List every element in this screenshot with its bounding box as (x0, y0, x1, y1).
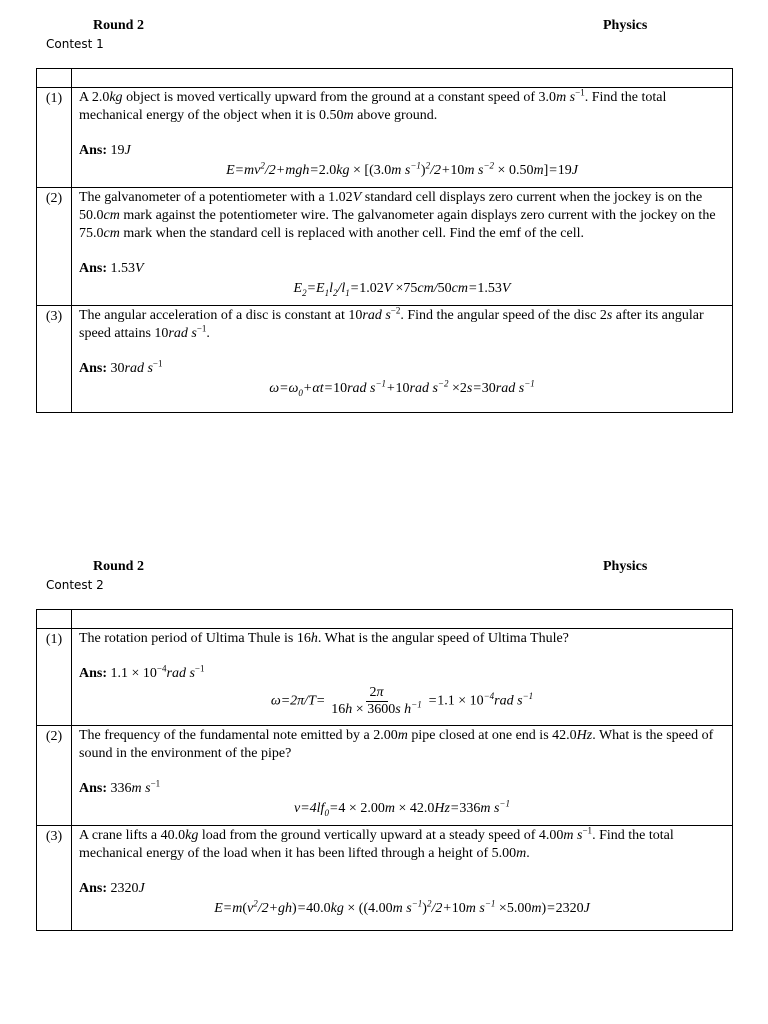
subject-heading: Physics (603, 559, 648, 574)
questions-table (36, 68, 733, 413)
fraction: $\frac{2\pi}{16h \times 3600s h^{-1}}$ (331, 685, 422, 717)
answer-line: Ans: 1.53V (79, 261, 144, 276)
table-header-row (37, 610, 733, 629)
table-header-row (37, 69, 733, 88)
answer-line: Ans: 2320J (79, 881, 145, 896)
answer-line: Ans: $1.1 \times 10^{-4}rad$ $s^{-1}$ (79, 663, 205, 681)
question-text: The frequency of the fundamental note emitted by a 2.00m pipe closed at one end is 42.0Hz. What is the speed of sound in the environment of the pipe? (79, 728, 714, 761)
answer-label: Ans: (79, 881, 108, 896)
answer-label: Ans: (79, 361, 108, 376)
question-number: (3) (37, 306, 72, 413)
contest-label: Contest 1 (46, 37, 104, 51)
solution-equation: ω=2π/T= $\frac{2\pi}{16h \times 3600s h^{-1}}$ $=1.1 \times 10^{-4}rad$ $s^{-1}$ (270, 685, 534, 717)
question-text: The galvanometer of a potentiometer with a 1.02V standard cell displays zero current when the jockey is on the 50.0cm mark against the potentiometer wire. The galvanometer again displays zero current with the jockey on the 75.0cm mark when the standard cell is replaced with another cell. Find the emf of the cell. (79, 190, 716, 241)
subject-heading: Physics (603, 18, 648, 33)
answer-label: Ans: (79, 261, 108, 276)
solution-equation: $\omega=\omega_0+\alpha t=10rad$ $s^{-1}+10rad$ $s^{-2} \times 2s=30rad$ $s^{-1}$ (269, 378, 535, 398)
answer-line: Ans: 336m $s^{-1}$ (79, 778, 161, 796)
round-heading: Round 2 (93, 18, 144, 33)
answer-line: Ans: 19J (79, 143, 131, 158)
question-cell (72, 826, 733, 931)
question-text: A 2.0kg object is moved vertically upward from the ground at a constant speed of 3.0m $s^{-1}$. Find the total mechanical energy of the object when it is 0.50m above ground. (79, 87, 667, 123)
question-number: (1) (37, 88, 72, 188)
question-row (37, 826, 733, 931)
question-cell (72, 726, 733, 826)
question-number: (1) (37, 629, 72, 726)
answer-label: Ans: (79, 781, 108, 796)
solution-equation: $E_2=E_1l_2/l_1=1.02V \times 75cm/50cm=1.53V$ (293, 281, 511, 298)
question-row (37, 306, 733, 413)
solution-equation: $v=4lf_0=4 \times 2.00m \times 42.0Hz=336m$ $s^{-1}$ (294, 798, 510, 818)
question-text: A crane lifts a 40.0kg load from the ground vertically upward at a steady speed of 4.00m $s^{-1}$. Find the total mechanical energy of the load when it has been lifted through a height of 5.00m. (79, 825, 674, 861)
answer-label: Ans: (79, 143, 108, 158)
question-row (37, 726, 733, 826)
question-text: The rotation period of Ultima Thule is 16h. What is the angular speed of Ultima Thule? (79, 631, 569, 646)
question-cell (72, 306, 733, 413)
question-number: (3) (37, 826, 72, 931)
question-cell (72, 88, 733, 188)
question-row (37, 88, 733, 188)
question-row (37, 188, 733, 306)
question-number: (2) (37, 188, 72, 306)
solution-equation: $E=m(v^2/2+gh)=40.0kg \times ((4.00m$ $s^{-1})^2/2+10m$ $s^{-1} \times 5.00m)=2320J$ (214, 898, 590, 916)
answer-label: Ans: (79, 666, 108, 681)
question-cell (72, 188, 733, 306)
solution-equation: $E=mv^2/2+mgh=2.0kg \times [(3.0m$ $s^{-1})^2/2+10m$ $s^{-2} \times 0.50m]=19J$ (226, 160, 578, 178)
question-row (37, 629, 733, 726)
question-text: The angular acceleration of a disc is constant at 10rad $s^{-2}$. Find the angular speed of the disc 2s after its angular speed attains 10rad $s^{-1}$. (79, 305, 704, 341)
answer-line: Ans: 30rad $s^{-1}$ (79, 358, 163, 376)
question-cell (72, 629, 733, 726)
contest-label: Contest 2 (46, 578, 104, 592)
questions-table (36, 609, 733, 931)
question-number: (2) (37, 726, 72, 826)
round-heading: Round 2 (93, 559, 144, 574)
